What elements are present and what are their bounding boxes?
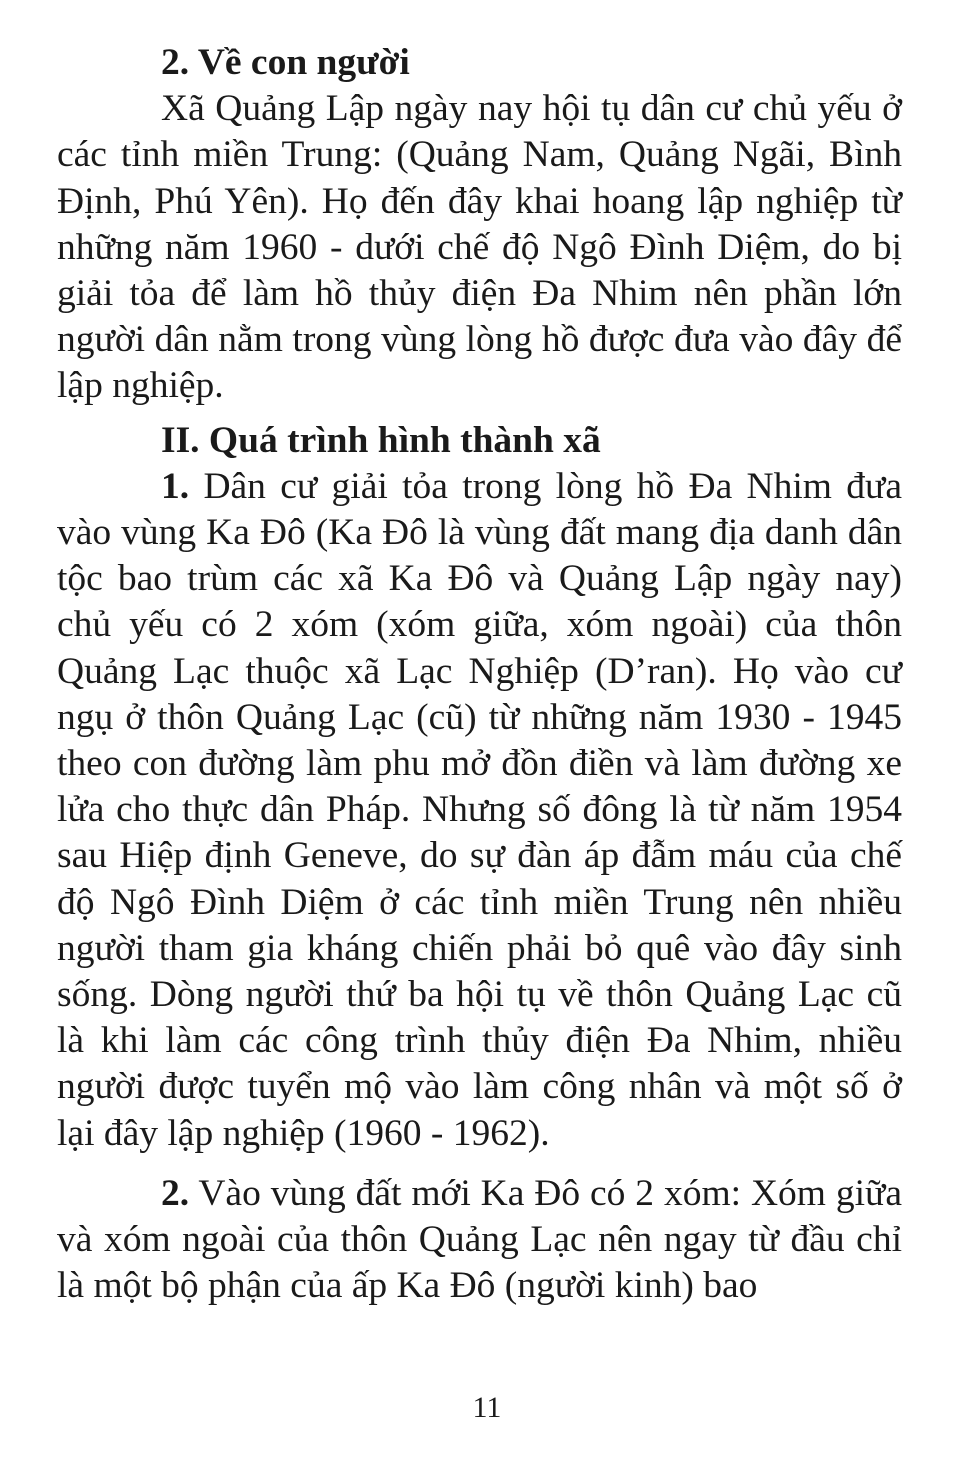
item-2-text: Vào vùng đất mới Ka Đô có 2 xóm: Xóm giữa và xóm ngoài của thôn Quảng Lạc nên ngay từ đầu chỉ là một bộ phận của ấp Ka Đô (người kinh) bao — [57, 1172, 902, 1307]
chapter-heading: II. Quá trình hình thành xã — [161, 419, 601, 461]
paragraph-item-2 — [57, 1171, 902, 1310]
paragraph-people: Xã Quảng Lập ngày nay hội tụ dân cư chủ yếu ở các tỉnh miền Trung: (Quảng Nam, Quảng Ngãi, Bình Định, Phú Yên). Họ đến đây khai hoang lập nghiệp từ những năm 1960 - dưới chế độ Ngô Đình Diệm, do bị giải tỏa để làm hồ thủy điện Đa Nhim nên phần lớn người dân nằm trong vùng lòng hồ được đưa vào đây để lập nghiệp. — [57, 88, 902, 407]
item-2-number: 2. — [161, 1172, 190, 1214]
document-page — [57, 40, 902, 1309]
page-number: 11 — [472, 1391, 502, 1424]
item-1-number: 1. — [161, 465, 190, 507]
section-heading: 2. Về con người — [161, 42, 410, 83]
item-1-text: Dân cư giải tỏa trong lòng hồ Đa Nhim đưa vào vùng Ka Đô (Ka Đô là vùng đất mang địa danh dân tộc bao trùm các xã Ka Đô và Quảng Lập ngày nay) chủ yếu có 2 xóm (xóm giữa, xóm ngoài) của thôn Quảng Lạc thuộc xã Lạc Nghiệp (D’ran). Họ vào cư ngụ ở thôn Quảng Lạc (cũ) từ những năm 1930 - 1945 theo con đường làm phu mở đồn điền và làm đường xe lửa cho thực dân Pháp. Nhưng số đông là từ năm 1954 sau Hiệp định Geneve, do sự đàn áp đẫm máu của chế độ Ngô Đình Diệm ở các tỉnh miền Trung nên nhiều người tham gia kháng chiến phải bỏ quê vào đây sinh sống. Dòng người thứ ba hội tụ về thôn Quảng Lạc cũ là khi làm các công trình thủy điện Đa Nhim, nhiều người được tuyển mộ vào làm công nhân và một số ở lại đây lập nghiệp (1960 - 1962). — [57, 465, 902, 1154]
paragraph-item-1 — [57, 464, 902, 1157]
